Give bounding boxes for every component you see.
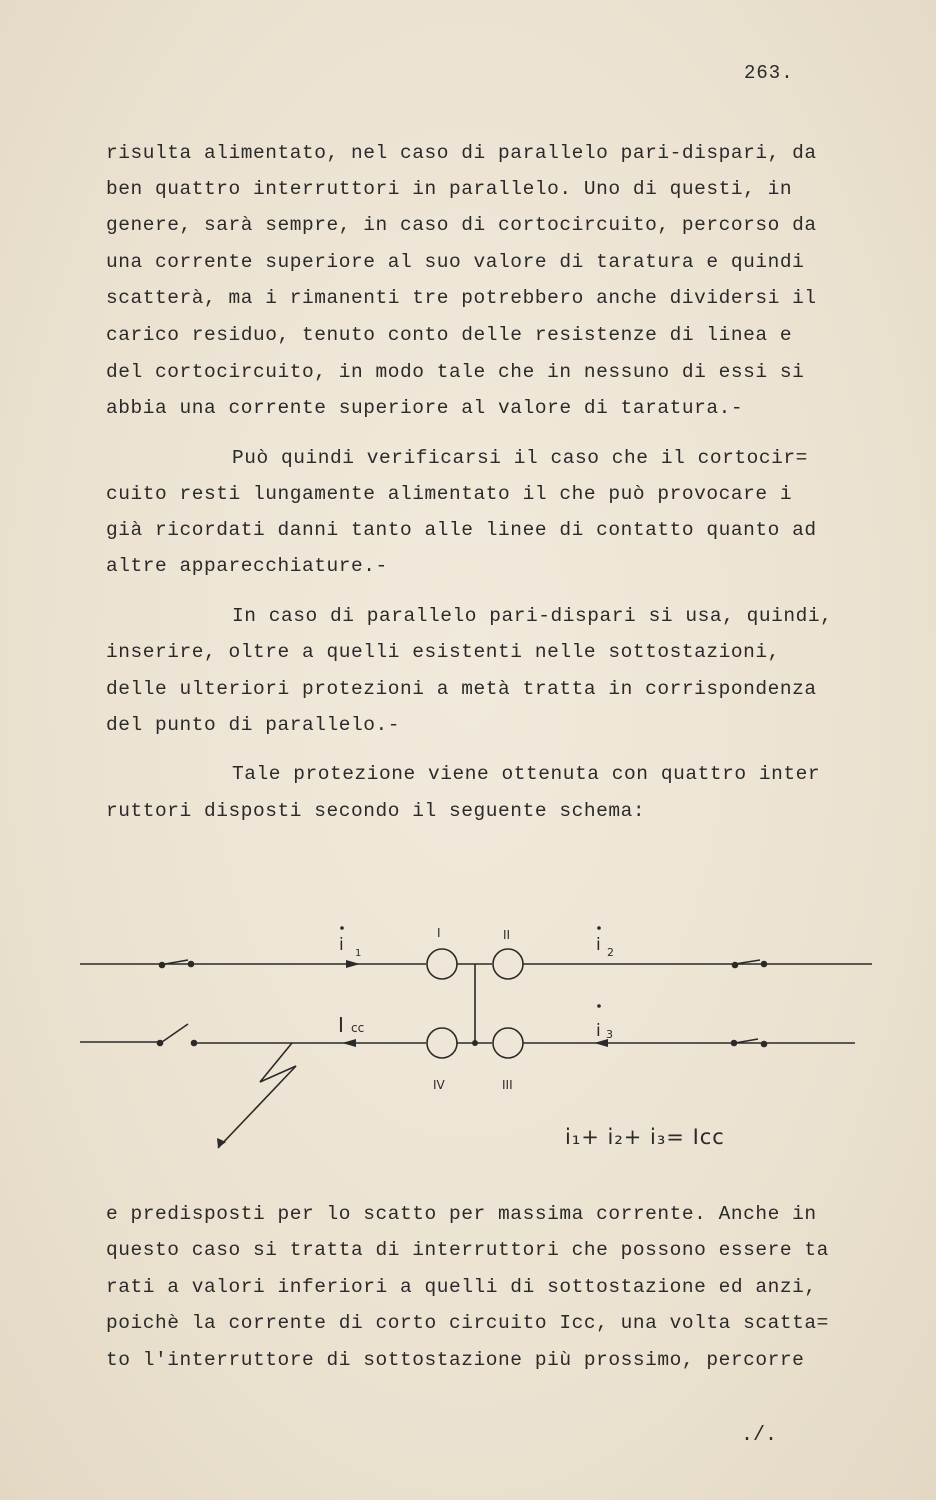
label-icc: I bbox=[338, 1013, 344, 1037]
text-line: questo caso si tratta di interruttori che possono essere ta bbox=[106, 1239, 829, 1261]
text-line: già ricordati danni tanto alle linee di contatto quanto ad bbox=[106, 519, 817, 541]
text-line: genere, sarà sempre, in caso di cortocircuito, percorso da bbox=[106, 214, 817, 236]
label-breaker-I: I bbox=[437, 926, 441, 940]
parallel-breaker-diagram bbox=[70, 920, 890, 1170]
text-line: to l'interruttore di sottostazione più prossimo, percorre bbox=[106, 1349, 805, 1371]
text-line: Tale protezione viene ottenuta con quattro inter bbox=[232, 763, 821, 785]
text-line: risulta alimentato, nel caso di parallelo pari-dispari, da bbox=[106, 142, 817, 164]
page-number: 263. bbox=[744, 62, 794, 84]
text-line: ben quattro interruttori in parallelo. Uno di questi, in bbox=[106, 178, 793, 200]
text-line: rati a valori inferiori a quelli di sottostazione ed anzi, bbox=[106, 1276, 817, 1298]
label-i1-sub: 1 bbox=[355, 948, 362, 959]
text-line: poichè la corrente di corto circuito Icc, una volta scatta= bbox=[106, 1312, 829, 1334]
breaker-III-circle bbox=[493, 1028, 523, 1058]
label-i1: i bbox=[339, 935, 344, 955]
text-line: e predisposti per lo scatto per massima corrente. Anche in bbox=[106, 1203, 817, 1225]
breaker-II-circle bbox=[493, 949, 523, 979]
text-line: altre apparecchiature.- bbox=[106, 555, 388, 577]
text-line: cuito resti lungamente alimentato il che può provocare i bbox=[106, 483, 793, 505]
short-circuit-bolt bbox=[218, 1043, 296, 1148]
bolt-arrowhead bbox=[217, 1138, 226, 1148]
text-line: inserire, oltre a quelli esistenti nelle sottostazioni, bbox=[106, 641, 780, 663]
text-line: Può quindi verificarsi il caso che il cortocir= bbox=[232, 447, 808, 469]
arrow-i1 bbox=[346, 960, 360, 968]
label-i2-sub: 2 bbox=[607, 946, 614, 959]
label-i3-sub: 3 bbox=[606, 1028, 613, 1041]
text-line: scatterà, ma i rimanenti tre potrebbero anche dividersi il bbox=[106, 287, 817, 309]
text-line: una corrente superiore al suo valore di taratura e quindi bbox=[106, 251, 805, 273]
label-breaker-IV: IV bbox=[433, 1078, 445, 1092]
text-line: carico residuo, tenuto conto delle resistenze di linea e bbox=[106, 324, 793, 346]
continuation-mark: ./. bbox=[741, 1424, 778, 1447]
current-equation: i₁+ i₂+ i₃= Icc bbox=[565, 1125, 725, 1149]
arrow-icc bbox=[342, 1039, 356, 1047]
label-icc-sub: cc bbox=[351, 1021, 365, 1035]
label-breaker-III: III bbox=[502, 1078, 513, 1092]
text-line: del punto di parallelo.- bbox=[106, 714, 401, 736]
breaker-I-circle bbox=[427, 949, 457, 979]
bottom-left-switch-open bbox=[162, 1024, 188, 1042]
text-line: ruttori disposti secondo il seguente schema: bbox=[106, 800, 646, 822]
label-i3: i bbox=[596, 1021, 601, 1041]
label-breaker-II: II bbox=[503, 928, 511, 942]
text-line: In caso di parallelo pari-dispari si usa, quindi, bbox=[232, 605, 833, 627]
breaker-IV-circle bbox=[427, 1028, 457, 1058]
label-i2: i bbox=[596, 935, 601, 955]
text-line: delle ulteriori protezioni a metà tratta in corrispondenza bbox=[106, 678, 817, 700]
text-line: abbia una corrente superiore al valore di taratura.- bbox=[106, 397, 744, 419]
text-line: del cortocircuito, in modo tale che in nessuno di essi si bbox=[106, 361, 805, 383]
